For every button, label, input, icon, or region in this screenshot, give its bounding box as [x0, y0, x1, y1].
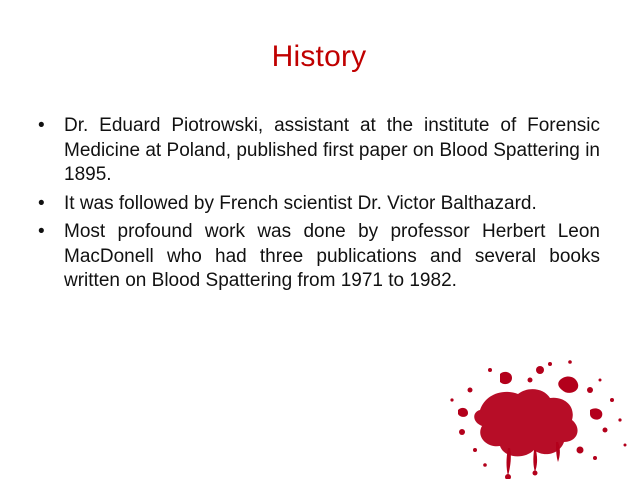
bullet-text: Most profound work was done by professor Herbert Leon MacDonell who had three publications and several books written on Blood Spattering from 1971 to 1982. [64, 221, 600, 291]
bullet-icon: • [38, 115, 45, 136]
blood-splatter-image [440, 350, 638, 479]
bullet-list [38, 114, 600, 298]
bullet-icon: • [38, 192, 45, 214]
bullet-icon: • [38, 221, 45, 242]
bullet-item [38, 192, 600, 217]
bullet-item [38, 220, 600, 294]
bullet-text: Dr. Eduard Piotrowski, assistant at the institute of Forensic Medicine at Poland, published first paper on Blood Spattering in 1895. [64, 115, 600, 185]
bullet-item [38, 114, 600, 188]
bullet-text: It was followed by French scientist Dr. Victor Balthazard. [64, 192, 537, 214]
slide-title: History [271, 40, 367, 73]
